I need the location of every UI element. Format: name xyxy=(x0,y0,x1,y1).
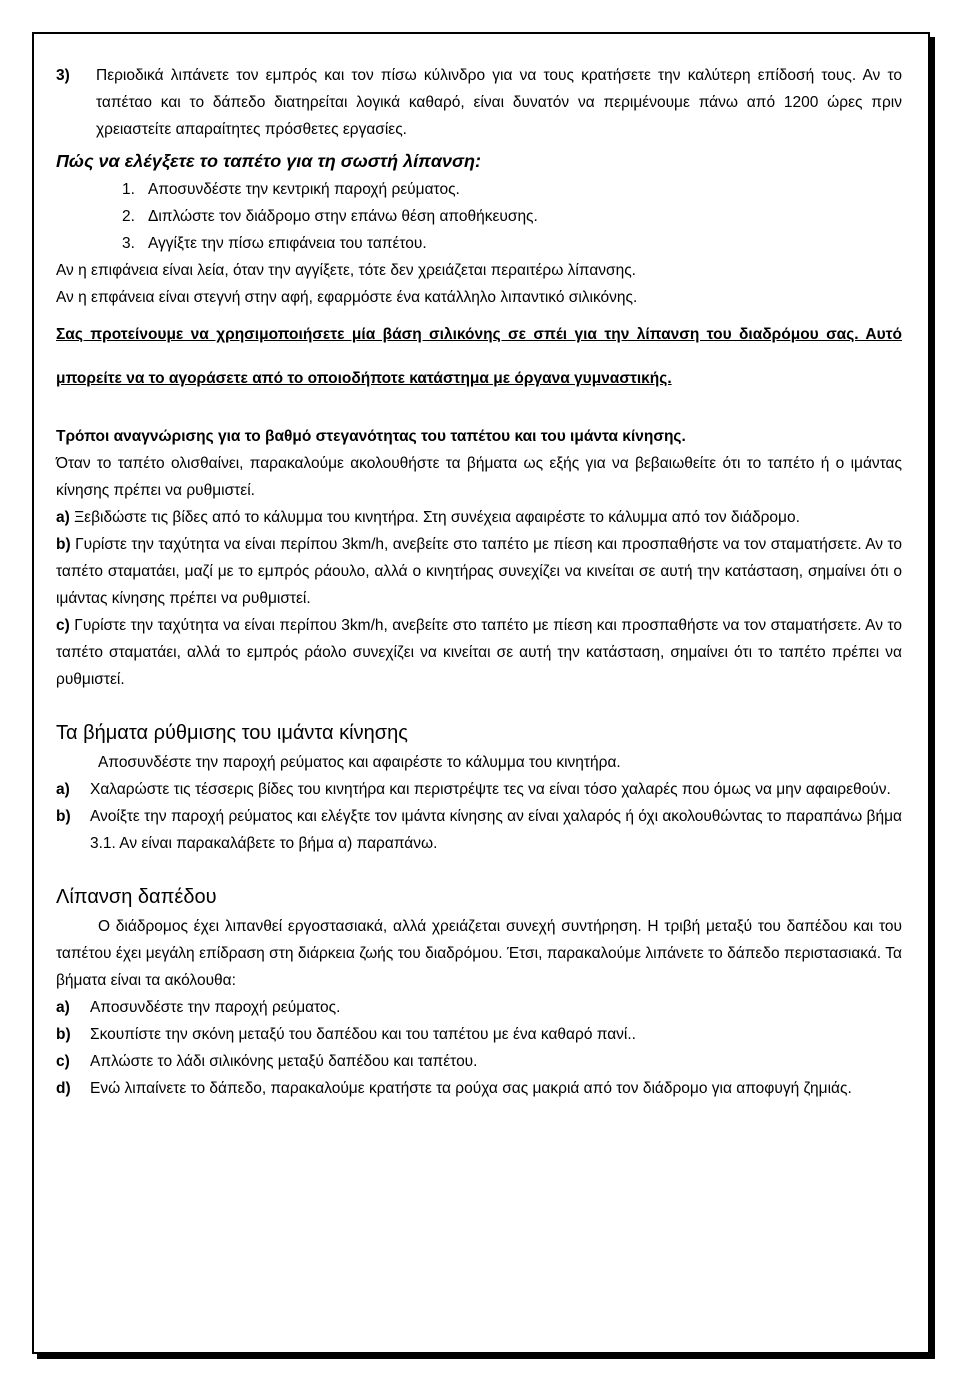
step-text: Αγγίξτε την πίσω επιφάνεια του ταπέτου. xyxy=(148,235,427,252)
step-label: d) xyxy=(56,1080,71,1097)
floor-step-b xyxy=(56,1021,902,1048)
floor-lube-intro: Ο διάδρομος έχει λιπανθεί εργοστασιακά, αλλά χρειάζεται συνεχή συντήρηση. Η τριβή μεταξύ του δαπέδου και του ταπέτου έχει μεγάλη επίδραση στη διάρκεια ζωής του διαδρόμου. Έτσι, παρακαλούμε λιπάνετε το δάπεδο περιστασιακά. Τα βήματα είναι τα ακόλουθα: xyxy=(56,918,902,989)
check-step xyxy=(56,176,902,203)
step-text: Αποσυνδέστε την κεντρική παροχή ρεύματος. xyxy=(148,181,460,198)
check-step xyxy=(56,203,902,230)
step-text: Σκουπίστε την σκόνη μεταξύ του δαπέδου και του ταπέτου με ένα καθαρό πανί.. xyxy=(90,1026,636,1043)
floor-step-a xyxy=(56,994,902,1021)
step-label: a) xyxy=(56,509,70,526)
lubrication-check-heading: Πώς να ελέγξετε το ταπέτο για τη σωστή λίπανση: xyxy=(56,151,481,171)
step-number: 2. xyxy=(122,208,135,225)
floor-lube-heading: Λίπανση δαπέδου xyxy=(56,886,217,908)
tightness-step-a xyxy=(56,504,902,531)
floor-step-d xyxy=(56,1075,902,1102)
item-text: Περιοδικά λιπάνετε τον εμπρός και τον πίσω κύλινδρο για να τους κρατήσετε την καλύτερη επίδοσή τους. Αν το ταπέταο και το δάπεδο διατηρείται λογικά καθαρό, είναι δυνατόν να περιμένουμε πάνω από 1200 ώρες πριν χρειαστείτε απαραίτητες πρόσθετες εργασίες. xyxy=(96,67,902,138)
item-number: 3) xyxy=(56,67,70,84)
step-text: Γυρίστε την ταχύτητα να είναι περίπου 3km/h, ανεβείτε στο ταπέτο με πίεση και προσπαθήστε να τον σταματήσετε. Αν το ταπέτο σταματάει, μαζί με το εμπρός ράουλο, αλλά ο κινητήρας συνεχίζει να κινείται σε αυτή την κατάσταση, σημαίνει ότι ο ιμάντας κίνησης πρέπει να ρυθμιστεί. xyxy=(56,536,902,607)
document-page xyxy=(32,32,930,1354)
step-label: b) xyxy=(56,536,71,553)
step-label: c) xyxy=(56,617,70,634)
check-step xyxy=(56,230,902,257)
page-content xyxy=(56,62,902,1102)
step-label: a) xyxy=(56,781,70,798)
silicone-recommendation: Σας προτείνουμε να χρησιμοποιήσετε μία βάση σιλικόνης σε σπέι για την λίπανση του διαδρόμου σας. Αυτό μπορείτε να το αγοράσετε από το οποιοδήποτε κατάστημα με όργανα γυμναστικής. xyxy=(56,326,902,387)
step-text: Γυρίστε την ταχύτητα να είναι περίπου 3km/h, ανεβείτε στο ταπέτο με πίεση και προσπαθήστε να τον σταματήσετε. Αν το ταπέτο σταματάει, αλλά το εμπρός ράολο συνεχίζει να κινείται σε αυτή την κατάσταση, σημαίνει ότι το ταπέτο πρέπει να ρυθμιστεί. xyxy=(56,617,902,688)
step-label: a) xyxy=(56,999,70,1016)
step-text: Ανοίξτε την παροχή ρεύματος και ελέγξτε τον ιμάντα κίνησης αν είναι χαλαρός ή όχι ακολουθώντας το παραπάνω βήμα 3.1. Αν είναι παρακαλάβετε το βήμα α) παραπάνω. xyxy=(90,808,902,852)
step-text: Ξεβιδώστε τις βίδες από το κάλυμμα του κινητήρα. Στη συνέχεια αφαιρέστε το κάλυμμα από τον διάδρομο. xyxy=(69,509,800,526)
belt-adjust-heading: Τα βήματα ρύθμισης του ιμάντα κίνησης xyxy=(56,722,408,744)
floor-step-c xyxy=(56,1048,902,1075)
tightness-step-c xyxy=(56,612,902,693)
step-number: 1. xyxy=(122,181,135,198)
step-text: Απλώστε το λάδι σιλικόνης μεταξύ δαπέδου και ταπέτου. xyxy=(90,1053,478,1070)
step-label: c) xyxy=(56,1053,70,1070)
step-text: Χαλαρώστε τις τέσσερις βίδες του κινητήρα και περιστρέψτε τες να είναι τόσο χαλαρές που όμως να μην αφαιρεθούν. xyxy=(90,781,891,798)
tightness-intro: Όταν το ταπέτο ολισθαίνει, παρακαλούμε ακολουθήστε τα βήματα ως εξής για να βεβαιωθείτε ότι το ταπέτο ή ο ιμάντας κίνησης πρέπει να ρυθμιστεί. xyxy=(56,455,902,499)
belt-step-a xyxy=(56,776,902,803)
belt-step-b xyxy=(56,803,902,857)
smooth-surface-note: Αν η επιφάνεια είναι λεία, όταν την αγγίξετε, τότε δεν χρειάζεται περαιτέρω λίπανσης. xyxy=(56,262,636,279)
belt-adjust-intro: Αποσυνδέστε την παροχή ρεύματος και αφαιρέστε το κάλυμμα του κινητήρα. xyxy=(98,754,621,771)
step-label: b) xyxy=(56,808,71,825)
step-label: b) xyxy=(56,1026,71,1043)
step-text: Διπλώστε τον διάδρομο στην επάνω θέση αποθήκευσης. xyxy=(148,208,538,225)
item-3 xyxy=(56,62,902,143)
tightness-heading: Τρόποι αναγνώρισης για το βαθμό στεγανότητας του ταπέτου και του ιμάντα κίνησης. xyxy=(56,428,686,445)
tightness-step-b xyxy=(56,531,902,612)
step-text: Αποσυνδέστε την παροχή ρεύματος. xyxy=(90,999,341,1016)
step-number: 3. xyxy=(122,235,135,252)
step-text: Ενώ λιπαίνετε το δάπεδο, παρακαλούμε κρατήστε τα ρούχα σας μακριά από τον διάδρομο για αποφυγή ζημιάς. xyxy=(90,1080,852,1097)
dry-surface-note: Αν η επφάνεια είναι στεγνή στην αφή, εφαρμόστε ένα κατάλληλο λιπαντικό σιλικόνης. xyxy=(56,289,638,306)
